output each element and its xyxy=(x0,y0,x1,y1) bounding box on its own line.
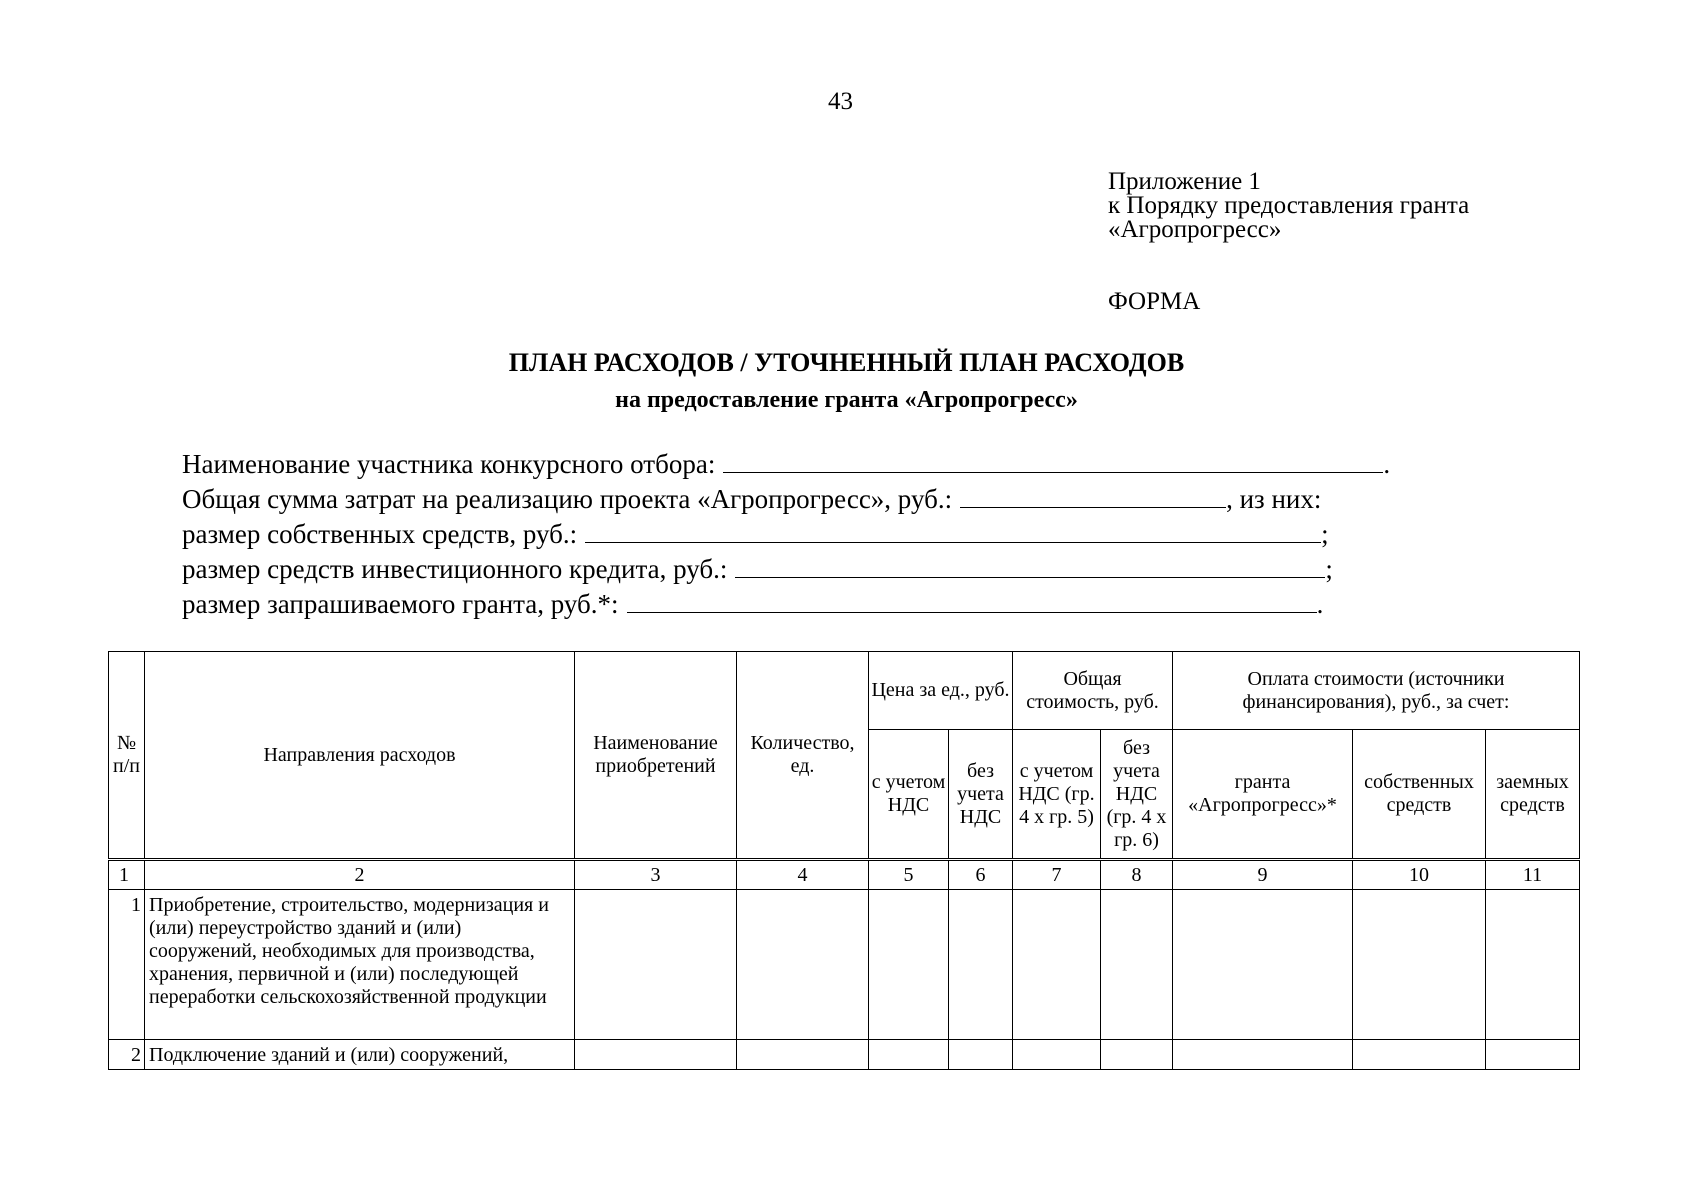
expense-plan-table xyxy=(108,651,1580,1070)
grant-blank[interactable] xyxy=(627,590,1317,613)
form-label: ФОРМА xyxy=(1108,288,1201,315)
participant-label: Наименование участника конкурсного отбора: xyxy=(182,449,716,479)
cell-pay-loan[interactable] xyxy=(1486,890,1580,1040)
appendix-line-3: «Агропрогресс» xyxy=(1108,216,1282,243)
form-fields xyxy=(182,447,1390,622)
header-direction: Направления расходов xyxy=(145,652,575,860)
column-number: 10 xyxy=(1353,860,1486,890)
cell-quantity[interactable] xyxy=(737,1040,869,1070)
grant-label: размер запрашиваемого гранта, руб.*: xyxy=(182,589,619,619)
column-number: 5 xyxy=(869,860,949,890)
column-number: 2 xyxy=(145,860,575,890)
own-funds-label: размер собственных средств, руб.: xyxy=(182,519,578,549)
cell-name[interactable] xyxy=(575,890,737,1040)
cell-price-vat[interactable] xyxy=(869,890,949,1040)
cell-quantity[interactable] xyxy=(737,890,869,1040)
column-number: 4 xyxy=(737,860,869,890)
header-payment: Оплата стоимости (источники финансирования), руб., за счет: xyxy=(1173,652,1580,730)
cell-name[interactable] xyxy=(575,1040,737,1070)
cell-pay-own[interactable] xyxy=(1353,890,1486,1040)
header-pay-grant: гранта «Агропрогресс»* xyxy=(1173,730,1353,860)
cell-pay-grant[interactable] xyxy=(1173,1040,1353,1070)
column-number: 9 xyxy=(1173,860,1353,890)
column-number: 8 xyxy=(1101,860,1173,890)
cell-pay-grant[interactable] xyxy=(1173,890,1353,1040)
cell-total-novat[interactable] xyxy=(1101,890,1173,1040)
header-pay-own: собственных средств xyxy=(1353,730,1486,860)
row-number: 2 xyxy=(109,1040,145,1070)
cell-total-vat[interactable] xyxy=(1013,1040,1101,1070)
total-label: Общая сумма затрат на реализацию проекта «Агропрогресс», руб.: xyxy=(182,484,953,514)
grant-field-row xyxy=(182,587,1390,622)
header-pay-loan: заемных средств xyxy=(1486,730,1580,860)
own-funds-blank[interactable] xyxy=(585,520,1321,543)
header-total-cost: Общая стоимость, руб. xyxy=(1013,652,1173,730)
header-price-vat: с учетом НДС xyxy=(869,730,949,860)
grant-end: . xyxy=(1316,589,1324,619)
cell-price-vat[interactable] xyxy=(869,1040,949,1070)
cell-total-vat[interactable] xyxy=(1013,890,1101,1040)
total-end: , из них: xyxy=(1226,484,1322,514)
header-total-vat: с учетом НДС (гр. 4 х гр. 5) xyxy=(1013,730,1101,860)
appendix-line-2: к Порядку предоставления гранта xyxy=(1108,192,1470,219)
credit-blank[interactable] xyxy=(735,555,1325,578)
table-row xyxy=(109,890,1580,1040)
credit-label: размер средств инвестиционного кредита, руб.: xyxy=(182,554,728,584)
header-quantity: Количество, ед. xyxy=(737,652,869,860)
cell-total-novat[interactable] xyxy=(1101,1040,1173,1070)
header-price: Цена за ед., руб. xyxy=(869,652,1013,730)
header-price-novat: без учета НДС xyxy=(949,730,1013,860)
participant-end: . xyxy=(1383,449,1391,479)
cell-pay-own[interactable] xyxy=(1353,1040,1486,1070)
cell-pay-loan[interactable] xyxy=(1486,1040,1580,1070)
credit-end: ; xyxy=(1325,554,1333,584)
own-funds-field-row xyxy=(182,517,1390,552)
column-number: 1 xyxy=(109,860,145,890)
participant-blank[interactable] xyxy=(723,450,1383,473)
header-num: № п/п xyxy=(109,652,145,860)
row-direction: Приобретение, строительство, модернизация и (или) переустройство зданий и (или) сооружений, необходимых для производства, хранения, первичной и (или) последующей переработки сельскохозяйственной продукции xyxy=(145,890,575,1040)
table-row xyxy=(109,1040,1580,1070)
column-number-row xyxy=(109,860,1580,890)
cell-price-novat[interactable] xyxy=(949,890,1013,1040)
own-funds-end: ; xyxy=(1321,519,1329,549)
header-total-novat: без учета НДС (гр. 4 х гр. 6) xyxy=(1101,730,1173,860)
header-name: Наименование приобретений xyxy=(575,652,737,860)
column-number: 3 xyxy=(575,860,737,890)
row-direction: Подключение зданий и (или) сооружений, xyxy=(145,1040,575,1070)
column-number: 7 xyxy=(1013,860,1101,890)
appendix-reference xyxy=(1108,170,1469,242)
total-field-row xyxy=(182,482,1390,517)
total-blank[interactable] xyxy=(960,485,1226,508)
appendix-line-1: Приложение 1 xyxy=(1108,168,1261,195)
document-subtitle: на предоставление гранта «Агропрогресс» xyxy=(615,387,1078,413)
column-number: 6 xyxy=(949,860,1013,890)
column-number: 11 xyxy=(1486,860,1580,890)
participant-field-row xyxy=(182,447,1390,482)
header-row-1 xyxy=(109,652,1580,730)
page-number: 43 xyxy=(828,88,853,115)
credit-field-row xyxy=(182,552,1390,587)
document-title: ПЛАН РАСХОДОВ / УТОЧНЕННЫЙ ПЛАН РАСХОДОВ xyxy=(508,348,1185,377)
cell-price-novat[interactable] xyxy=(949,1040,1013,1070)
row-number: 1 xyxy=(109,890,145,1040)
